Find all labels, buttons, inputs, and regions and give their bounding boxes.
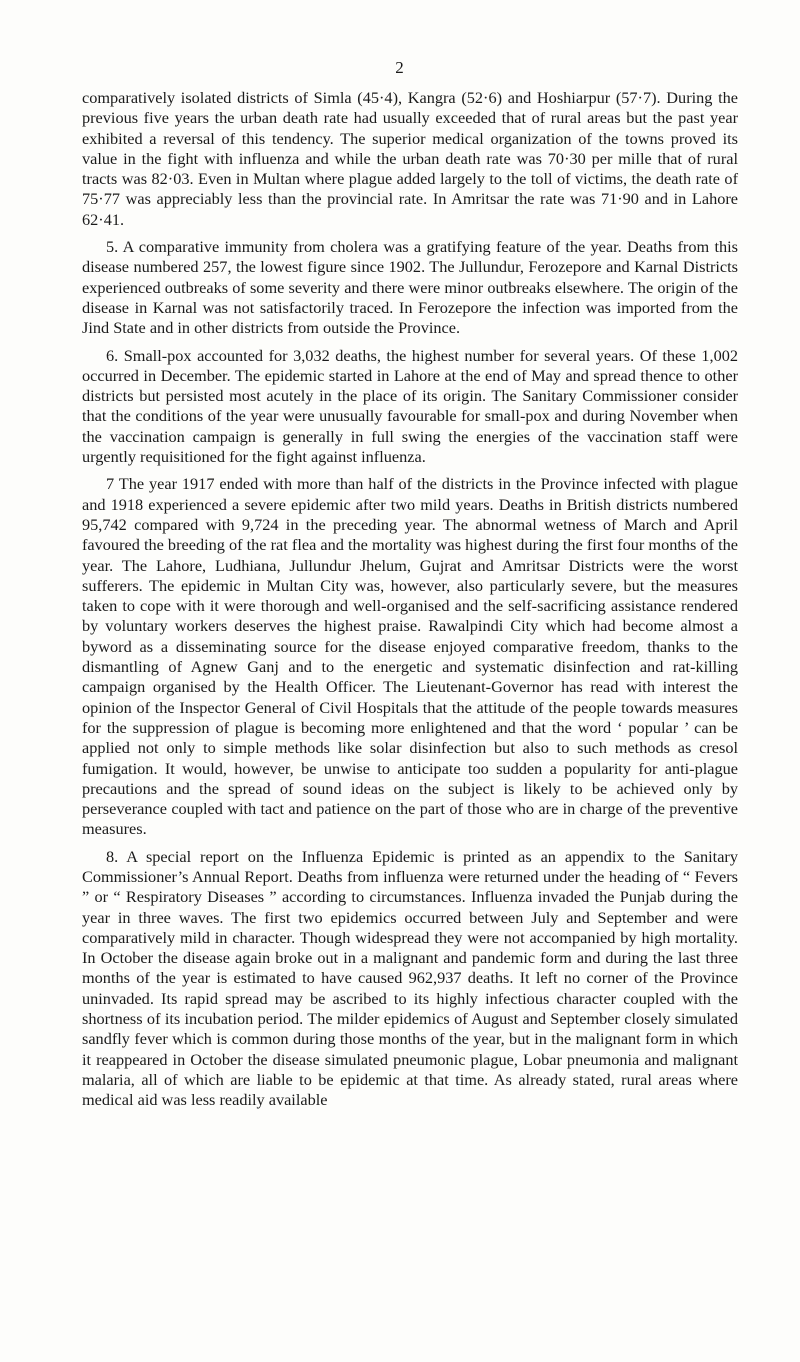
paragraph-5-cholera: 5. A comparative immunity from cholera was a gratifying feature of the year. Deaths from this disease numbered 257, the lowest figure since 1902. The Jullundur, Ferozepore and Karnal Districts experienced outbreaks of some severity and there were minor outbreaks elsewhere. The origin of the disease in Karnal was not satisfactorily traced. In Ferozepore the infection was imported from the Jind State and in other districts from outside the Province. [82,237,738,338]
page-number: 2 [395,58,405,77]
paragraph-continuation: comparatively isolated districts of Simla (45·4), Kangra (52·6) and Hoshiarpur (57·7). During the previous five years the urban death rate had usually exceeded that of rural areas but the past year exhibited a reversal of this tendency. The superior medical organization of the towns proved its value in the fight with influenza and while the urban death rate was 70·30 per mille that of rural tracts was 82·03. Even in Multan where plague added largely to the toll of victims, the death rate of 75·77 was appreciably less than the provincial rate. In Amritsar the rate was 71·90 and in Lahore 62·41. [82,88,738,229]
body-text [82,88,738,1118]
paragraph-6-small-pox: 6. Small-pox accounted for 3,032 deaths, the highest number for several years. Of these 1,002 occurred in December. The epidemic started in Lahore at the end of May and spread thence to other districts but persisted most acutely in the place of its origin. The Sanitary Commissioner consider that the conditions of the year were unusually favourable for small-pox and during November when the vaccination campaign is generally in full swing the energies of the vaccination staff were urgently requisitioned for the fight against influenza. [82,345,738,467]
paragraph-7-plague: 7 The year 1917 ended with more than half of the districts in the Province infected with plague and 1918 experienced a severe epidemic after two mild years. Deaths in British districts numbered 95,742 compared with 9,724 in the preceding year. The abnormal wetness of March and April favoured the breeding of the rat flea and the mortality was highest during the first four months of the year. The Lahore, Ludhiana, Jullundur Jhelum, Gujrat and Amritsar Districts were the worst sufferers. The epidemic in Multan City was, however, also particularly severe, but the measures taken to cope with it were thorough and well-organised and the self-sacrificing assistance rendered by voluntary workers deserves the highest praise. Rawalpindi City which had become almost a byword as a disseminating source for the disease enjoyed comparative freedom, thanks to the dismantling of Agnew Ganj and to the energetic and systematic disinfection and rat-killing campaign organised by the Health Officer. The Lieutenant-Governor has read with interest the opinion of the Inspector General of Civil Hospitals that the attitude of the people towards measures for the suppression of plague is becoming more enlightened and that the word ‘ popular ’ can be applied not only to simple methods like solar disinfection but also to such methods as cresol fumigation. It would, however, be unwise to anticipate too sudden a popularity for anti-plague precautions and the spread of sound ideas on the subject is likely to be achieved only by perseverance coupled with tact and patience on the part of those who are in charge of the preventive measures. [82,474,738,839]
paragraph-8-influenza: 8. A special report on the Influenza Epidemic is printed as an appendix to the Sanitary Commissioner’s Annual Report. Deaths from influenza were returned under the heading of “ Fevers ” or “ Respiratory Diseases ” according to circumstances. Influenza invaded the Punjab during the year in three waves. The first two epidemics occurred between July and September and were comparatively mild in character. Though widespread they were not accompanied by high mortality. In October the disease again broke out in a malignant and pandemic form and during the last three months of the year is estimated to have caused 962,937 deaths. It left no corner of the Province uninvaded. Its rapid spread may be ascribed to its highly infectious character coupled with the shortness of its incubation period. The milder epidemics of August and September closely simulated sandfly fever which is common during those months of the year, but in the malignant form in which it reappeared in October the disease simulated pneumonic plague, Lobar pneumonia and malignant malaria, all of which are liable to be epidemic at that time. As already stated, rural areas where medical aid was less readily available [82,846,738,1110]
